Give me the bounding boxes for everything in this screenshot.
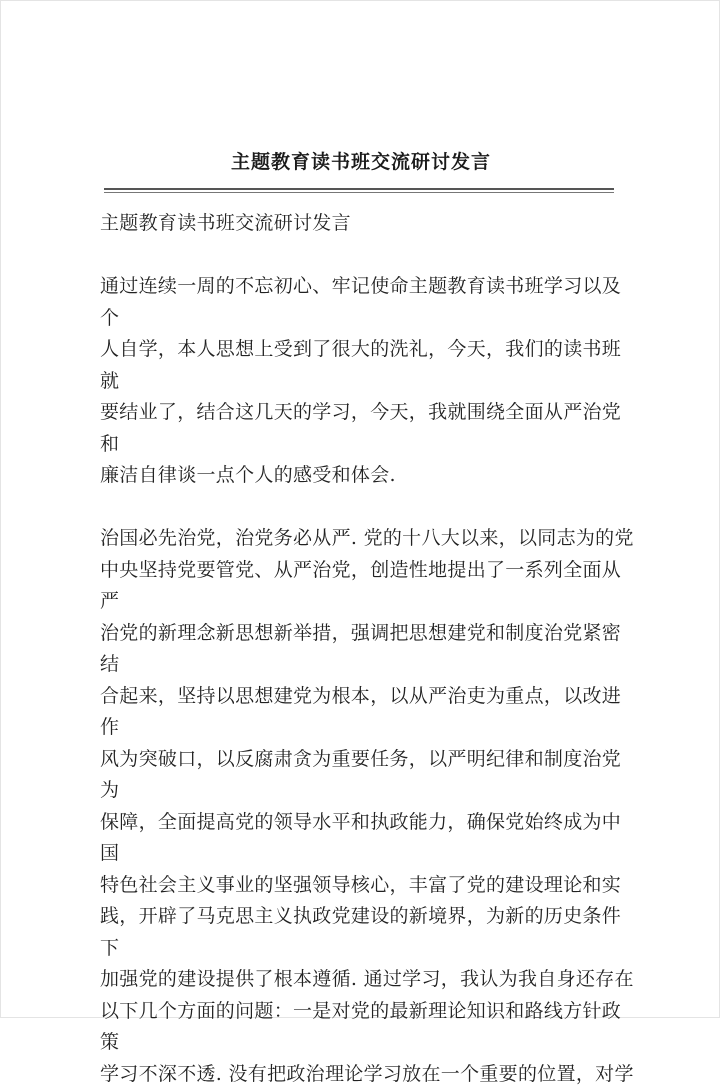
paragraph-line: 践，开辟了马克思主义执政党建设的新境界，为新的历史条件下 (100, 901, 640, 964)
paragraph-1 (100, 271, 640, 492)
paragraph-line: 通过连续一周的不忘初心、牢记使命主题教育读书班学习以及个 (100, 271, 640, 334)
paragraph-line: 学习不深不透. 没有把政治理论学习放在一个重要的位置，对学 (100, 1059, 640, 1090)
paragraph-2 (100, 523, 640, 1090)
paragraph-line: 以下几个方面的问题：一是对党的最新理论知识和路线方针政策 (100, 996, 640, 1059)
paragraph-line: 风为突破口，以反腐肃贪为重要任务，以严明纪律和制度治党为 (100, 744, 640, 807)
document-subtitle: 主题教育读书班交流研讨发言 (100, 208, 640, 240)
paragraph-line: 加强党的建设提供了根本遵循. 通过学习，我认为我自身还存在 (100, 964, 640, 996)
paragraph-line: 中央坚持党要管党、从严治党，创造性地提出了一系列全面从严 (100, 555, 640, 618)
paragraph-line: 治党的新理念新思想新举措，强调把思想建党和制度治党紧密结 (100, 618, 640, 681)
paragraph-line: 廉洁自律谈一点个人的感受和体会. (100, 460, 640, 492)
document-body (100, 208, 640, 1090)
paragraph-line: 治国必先治党，治党务必从严. 党的十八大以来，以同志为的党 (100, 523, 640, 555)
document-title: 主题教育读书班交流研讨发言 (1, 147, 720, 174)
paragraph-line: 要结业了，结合这几天的学习，今天，我就围绕全面从严治党和 (100, 397, 640, 460)
paragraph-line: 保障，全面提高党的领导水平和执政能力，确保党始终成为中国 (100, 807, 640, 870)
paragraph-line: 特色社会主义事业的坚强领导核心，丰富了党的建设理论和实 (100, 870, 640, 902)
title-divider (104, 188, 614, 193)
paragraph-line: 人自学，本人思想上受到了很大的洗礼，今天，我们的读书班就 (100, 334, 640, 397)
paragraph-line: 合起来，坚持以思想建党为根本，以从严治吏为重点，以改进作 (100, 681, 640, 744)
